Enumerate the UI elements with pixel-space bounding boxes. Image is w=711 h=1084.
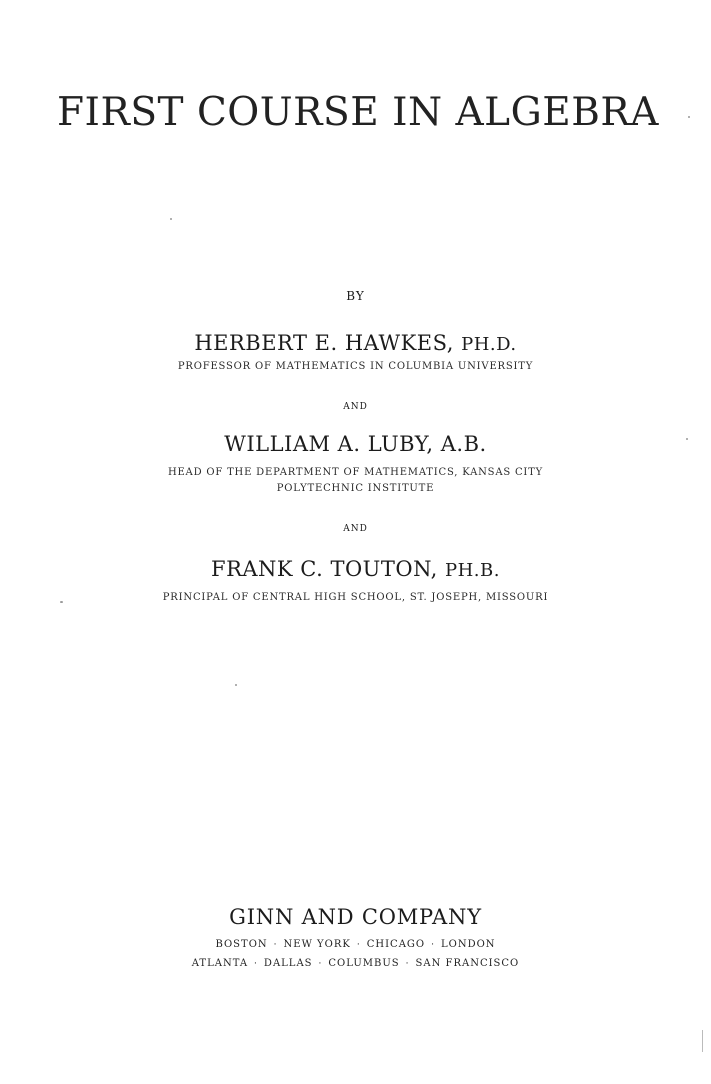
- scan-speck: [170, 218, 172, 220]
- publisher-cities-line-1: [0, 939, 711, 950]
- city-separator: ·: [431, 940, 435, 950]
- author-3-name: FRANK C. TOUTON,: [211, 557, 438, 581]
- city: CHICAGO: [366, 939, 426, 950]
- scan-speck: [702, 1030, 703, 1052]
- city-separator: ·: [356, 940, 361, 950]
- city: SAN FRANCISCO: [415, 958, 520, 969]
- scan-speck: [688, 116, 690, 118]
- city-separator: ·: [273, 940, 278, 950]
- city-separator: ·: [254, 959, 258, 969]
- author-name-1: [0, 331, 711, 355]
- by-line: BY: [346, 289, 365, 303]
- city: DALLAS: [263, 958, 313, 969]
- author-1-degree: PH.D.: [461, 334, 517, 355]
- author-2-affiliation-line-1: HEAD OF THE DEPARTMENT OF MATHEMATICS, KANSAS CITY: [167, 467, 544, 478]
- book-title: FIRST COURSE IN ALGEBRA: [57, 90, 659, 135]
- city: COLUMBUS: [328, 958, 400, 969]
- city: NEW YORK: [283, 939, 351, 950]
- and-conjunction-2: AND: [343, 524, 368, 534]
- author-3-affiliation: PRINCIPAL OF CENTRAL HIGH SCHOOL, ST. JOSEPH, MISSOURI: [162, 592, 549, 603]
- city: LONDON: [440, 939, 496, 950]
- city-separator: ·: [405, 959, 410, 969]
- author-1-affiliation: PROFESSOR OF MATHEMATICS IN COLUMBIA UNIVERSITY: [177, 361, 534, 372]
- author-name-3: [0, 557, 711, 581]
- city: BOSTON: [215, 939, 268, 950]
- author-1-name: HERBERT E. HAWKES,: [194, 331, 454, 355]
- city: ATLANTA: [191, 958, 249, 969]
- publisher-name: GINN AND COMPANY: [229, 905, 482, 929]
- scan-speck: [60, 601, 63, 603]
- author-2-affiliation-line-2: POLYTECHNIC INSTITUTE: [276, 483, 435, 494]
- author-name-2: [0, 432, 711, 456]
- scan-speck: [686, 438, 688, 440]
- scan-speck: [235, 684, 237, 686]
- author-3-degree: PH.B.: [445, 560, 500, 581]
- city-separator: ·: [318, 959, 323, 969]
- author-2-name: WILLIAM A. LUBY, A.B.: [224, 432, 487, 456]
- and-conjunction-1: AND: [343, 402, 368, 412]
- publisher-cities-line-2: [0, 958, 711, 969]
